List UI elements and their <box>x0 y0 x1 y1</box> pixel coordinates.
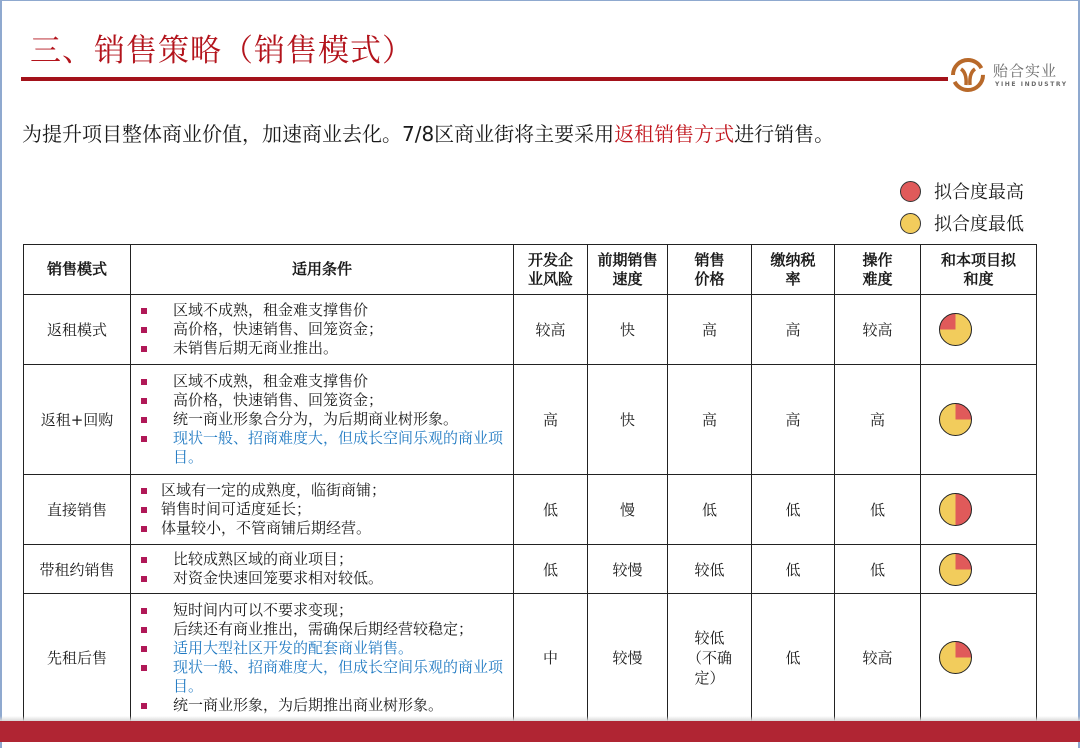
condition-item: 后续还有商业推出，需确保后期经营较稳定； <box>141 620 507 639</box>
condition-item: 区域有一定的成熟度，临街商铺； <box>141 481 507 500</box>
slide-title: 三、销售策略（销售模式） <box>30 33 414 69</box>
cell-price: 高 <box>668 295 752 365</box>
intro-text-end: 进行销售。 <box>734 122 835 146</box>
header-tax: 缴纳税 率 <box>752 245 835 295</box>
condition-item: 高价格，快速销售、回笼资金； <box>141 320 507 339</box>
cell-fit <box>921 594 1037 722</box>
sales-mode-table <box>23 244 1037 722</box>
fit-pie-icon <box>939 641 972 674</box>
cell-difficulty: 较高 <box>835 295 921 365</box>
fit-pie-icon <box>939 553 972 586</box>
cell-fit <box>921 295 1037 365</box>
condition-item: 统一商业形象合分为，为后期商业树形象。 <box>141 410 507 429</box>
cell-tax: 低 <box>752 545 835 594</box>
header-price: 销售 价格 <box>668 245 752 295</box>
cell-speed: 较慢 <box>588 545 668 594</box>
condition-item: 高价格，快速销售、回笼资金； <box>141 391 507 410</box>
cell-speed: 快 <box>588 295 668 365</box>
fit-legend <box>900 175 1024 239</box>
cell-speed: 慢 <box>588 475 668 545</box>
condition-item-highlight: 现状一般、招商难度大，但成长空间乐观的商业项目。 <box>141 429 507 467</box>
header-difficulty: 操作 难度 <box>835 245 921 295</box>
header-fit: 和本项目拟 和度 <box>921 245 1037 295</box>
cell-risk: 高 <box>514 365 588 475</box>
table-row <box>24 545 1037 594</box>
condition-item: 短时间内可以不要求变现； <box>141 601 507 620</box>
cell-risk: 低 <box>514 475 588 545</box>
slide-frame-top <box>0 0 1080 1</box>
fit-pie-icon <box>939 313 972 346</box>
yellow-circle-icon <box>900 213 921 234</box>
legend-label: 拟合度最低 <box>934 214 1024 235</box>
header-risk: 开发企 业风险 <box>514 245 588 295</box>
table-row <box>24 594 1037 722</box>
footer-band <box>0 721 1080 742</box>
cell-mode: 先租后售 <box>24 594 131 722</box>
cell-tax: 高 <box>752 365 835 475</box>
cell-tax: 高 <box>752 295 835 365</box>
condition-item-highlight: 适用大型社区开发的配套商业销售。 <box>141 639 507 658</box>
cell-conditions <box>131 545 514 594</box>
intro-text <box>22 118 834 147</box>
table-row <box>24 295 1037 365</box>
cell-price <box>668 594 752 722</box>
fit-pie-icon <box>939 403 972 436</box>
cell-conditions <box>131 594 514 722</box>
cell-price-text: 较低（不确定） <box>686 628 732 687</box>
cell-fit <box>921 545 1037 594</box>
cell-risk: 低 <box>514 545 588 594</box>
condition-item: 区域不成熟，租金难支撑售价 <box>141 372 507 391</box>
red-circle-icon <box>900 181 921 202</box>
cell-price: 高 <box>668 365 752 475</box>
cell-conditions <box>131 365 514 475</box>
intro-text-start: 为提升项目整体商业价值，加速商业去化。7/8区商业街将主要采用 <box>22 122 615 146</box>
header-sales-mode: 销售模式 <box>24 245 131 295</box>
condition-item: 销售时间可适度延长； <box>141 500 507 519</box>
table-row <box>24 475 1037 545</box>
condition-item: 区域不成熟，租金难支撑售价 <box>141 301 507 320</box>
cell-fit <box>921 365 1037 475</box>
cell-difficulty: 较高 <box>835 594 921 722</box>
cell-price: 低 <box>668 475 752 545</box>
company-logo <box>950 57 1075 93</box>
legend-label: 拟合度最高 <box>934 182 1024 203</box>
cell-price: 较低 <box>668 545 752 594</box>
table-header-row <box>24 245 1037 295</box>
condition-item: 比较成熟区域的商业项目； <box>141 550 507 569</box>
fit-pie-icon <box>939 493 972 526</box>
cell-speed: 快 <box>588 365 668 475</box>
cell-mode: 带租约销售 <box>24 545 131 594</box>
intro-highlight: 返租销售方式 <box>614 122 735 146</box>
condition-item: 未销售后期无商业推出。 <box>141 339 507 358</box>
condition-item-highlight: 现状一般、招商难度大，但成长空间乐观的商业项目。 <box>141 658 507 696</box>
cell-conditions <box>131 295 514 365</box>
cell-difficulty: 低 <box>835 545 921 594</box>
cell-risk: 中 <box>514 594 588 722</box>
company-logo-icon <box>950 57 986 93</box>
cell-conditions <box>131 475 514 545</box>
legend-item-lowest <box>900 207 1024 239</box>
condition-item: 体量较小，不管商铺后期经营。 <box>141 519 507 538</box>
logo-name-en: YIHE INDUSTRY <box>995 81 1068 88</box>
title-underline <box>21 77 948 81</box>
cell-risk: 较高 <box>514 295 588 365</box>
cell-tax: 低 <box>752 475 835 545</box>
cell-mode: 返租+回购 <box>24 365 131 475</box>
header-conditions: 适用条件 <box>131 245 514 295</box>
cell-speed: 较慢 <box>588 594 668 722</box>
cell-tax: 低 <box>752 594 835 722</box>
condition-item: 统一商业形象，为后期推出商业树形象。 <box>141 696 507 715</box>
condition-item: 对资金快速回笼要求相对较低。 <box>141 569 507 588</box>
cell-fit <box>921 475 1037 545</box>
cell-mode: 直接销售 <box>24 475 131 545</box>
table-row <box>24 365 1037 475</box>
header-speed: 前期销售 速度 <box>588 245 668 295</box>
legend-item-highest <box>900 175 1024 207</box>
logo-name-cn: 贻合实业 <box>993 62 1058 80</box>
cell-difficulty: 低 <box>835 475 921 545</box>
cell-difficulty: 高 <box>835 365 921 475</box>
cell-mode: 返租模式 <box>24 295 131 365</box>
slide-frame-left <box>0 0 2 748</box>
